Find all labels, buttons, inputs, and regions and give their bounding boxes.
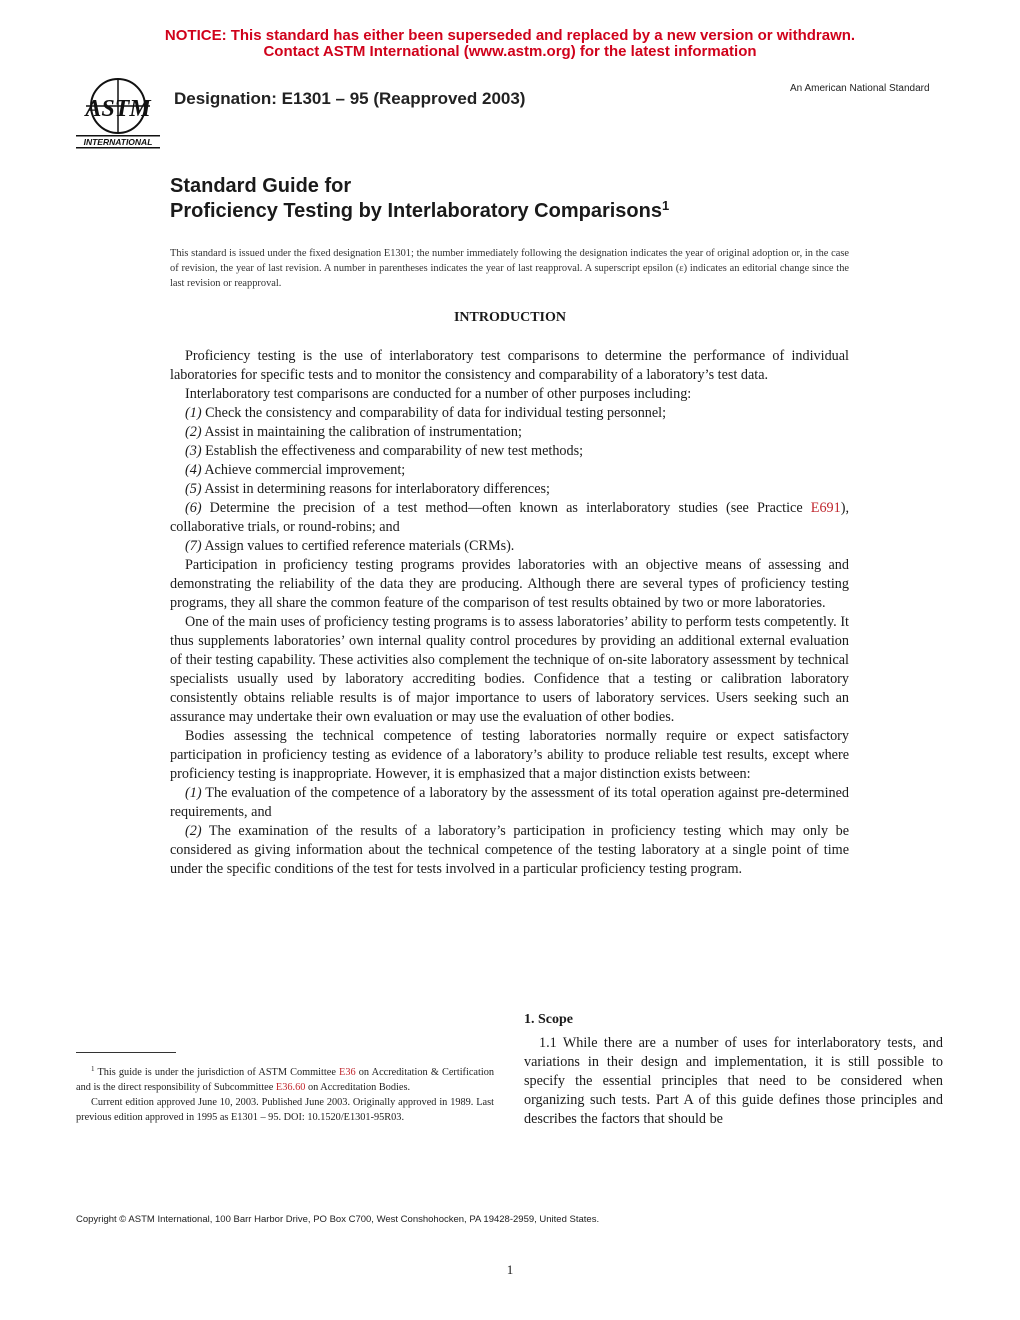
purpose-num: (4) [185,462,202,478]
logo-text: ASTM [85,96,151,122]
purpose-text: Determine the precision of a test method—often known as interlaboratory studies (see Practice [209,500,803,516]
american-national-standard-label: An American National Standard [790,83,930,94]
footnote-1 [76,1062,494,1095]
purpose-text: Assist in maintaining the calibration of instrumentation; [204,424,522,440]
title-line-1: Standard Guide for [170,175,352,197]
purpose-item-2 [170,423,849,442]
purpose-text: Achieve commercial improvement; [204,462,406,478]
footnote-text: This guide is under the jurisdiction of ASTM Committee [97,1067,336,1078]
designation: Designation: E1301 – 95 (Reapproved 2003) [174,89,526,108]
distinction-item-1 [170,784,849,822]
purpose-num: (6) [185,500,202,516]
purpose-num: (3) [185,443,202,459]
purpose-text: Establish the effectiveness and comparability of new test methods; [205,443,584,459]
purpose-item-5 [170,480,849,499]
withdrawal-notice-line-2: Contact ASTM International (www.astm.org) for the latest information [263,43,757,60]
intro-paragraph-3: Participation in proficiency testing programs provides laboratories with an objective means of assessing and demonstrating the reliability of the data they are producing. Although there are several types of proficiency testing programs, they all share the common feature of the comparison of test results obtained by two or more laboratories. [170,557,849,611]
purpose-item-4 [170,461,849,480]
purpose-num: (7) [185,538,202,554]
distinction-num: (1) [185,785,202,801]
astm-logo [76,76,160,150]
title-footnote-mark: 1 [661,198,670,213]
title-line-2 [170,198,669,223]
purpose-text: Check the consistency and comparability of data for individual testing personnel; [205,405,667,421]
scope-text: 1.1 While there are a number of uses for interlaboratory tests, and variations in their design and implementation, it is still possible to specify the essential principles that need to be considered when organizing such tests. Part A of this guide defines those principles and describes the factors that should be [524,1035,943,1127]
distinction-num: (2) [185,823,202,839]
footnote-1-mark: 1 [91,1065,95,1073]
purpose-num: (1) [185,405,202,421]
copyright-line: Copyright © ASTM International, 100 Barr Harbor Drive, PO Box C700, West Conshohocken, PA 19428-2959, United States. [76,1214,600,1225]
introduction-heading: INTRODUCTION [453,310,566,325]
distinction-text: The evaluation of the competence of a laboratory by the assessment of its total operation against pre-determined requirements, and [170,785,849,820]
distinction-text: The examination of the results of a laboratory’s participation in proficiency testing which may only be considered as giving information about the technical competence of the testing laboratory at a single point of time under the specific conditions of the test for tests involved in a particular proficiency testing program. [170,823,849,877]
footnote-2: Current edition approved June 10, 2003. Published June 2003. Originally approved in 1989. Last previous edition approved in 1995 as E1301 – 95. DOI: 10.1520/E1301-95R03. [76,1097,494,1123]
issuance-note: This standard is issued under the fixed designation E1301; the number immediately following the designation indicates the year of original adoption or, in the case of revision, the year of last revision. A number in parentheses indicates the year of last reapproval. A superscript epsilon (ε) indicates an editorial change since the last revision or reapproval. [170,248,849,289]
purpose-item-7 [170,537,849,556]
footnotes [76,1062,494,1125]
scope-paragraph [524,1034,943,1129]
page-number: 1 [506,1262,514,1277]
purpose-item-3 [170,442,849,461]
intro-paragraph-2: Interlaboratory test comparisons are conducted for a number of other purposes including: [185,386,692,402]
purpose-text-cont: ), collaborative trials, or round-robins; and [170,500,850,535]
e36-60-link[interactable]: E36.60 [275,1082,306,1093]
e691-link[interactable]: E691 [810,500,841,516]
introduction-body [170,347,849,879]
distinction-item-2 [170,822,849,879]
purpose-item-1 [170,404,849,423]
withdrawal-notice-line-1: NOTICE: This standard has either been superseded and replaced by a new version or withdrawn. [164,27,856,44]
logo-subtext: INTERNATIONAL [83,137,153,147]
purpose-text: Assist in determining reasons for interlaboratory differences; [204,481,550,497]
purpose-num: (2) [185,424,202,440]
footnote-text: on Accreditation & Certification and is the direct responsibility of Subcommittee [76,1067,494,1093]
purpose-text: Assign values to certified reference materials (CRMs). [204,538,515,554]
purpose-num: (5) [185,481,202,497]
title-text: Proficiency Testing by Interlaboratory Comparisons [170,200,662,222]
intro-paragraph-5: Bodies assessing the technical competence of testing laboratories normally require or expect satisfactory participation in proficiency testing as evidence of a laboratory’s ability to produce reliable test results, except where proficiency testing is inappropriate. However, it is emphasized that a major distinction exists between: [170,728,849,782]
purpose-item-6 [170,499,849,537]
scope-heading: 1. Scope [524,1012,573,1027]
intro-paragraph-1: Proficiency testing is the use of interlaboratory test comparisons to determine the performance of individual laboratories for specific tests and to monitor the consistency and comparability of a laboratory’s test data. [170,348,849,383]
footnote-divider [76,1052,176,1053]
intro-paragraph-4: One of the main uses of proficiency testing programs is to assess laboratories’ ability to perform tests competently. It thus supplements laboratories’ own internal quality control procedures by providing an additional external evaluation of their testing capability. These activities also complement the technique of on-site laboratory assessment by technical specialists usually used by laboratory accrediting bodies. Confidence that a testing or calibration laboratory consistently obtains reliable results is of major importance to users of laboratory services. Users seeking such an assurance may undertake their own evaluation or may use the evaluation of other bodies. [170,614,849,725]
e36-link[interactable]: E36 [339,1067,356,1078]
footnote-text: on Accreditation Bodies. [307,1082,411,1093]
